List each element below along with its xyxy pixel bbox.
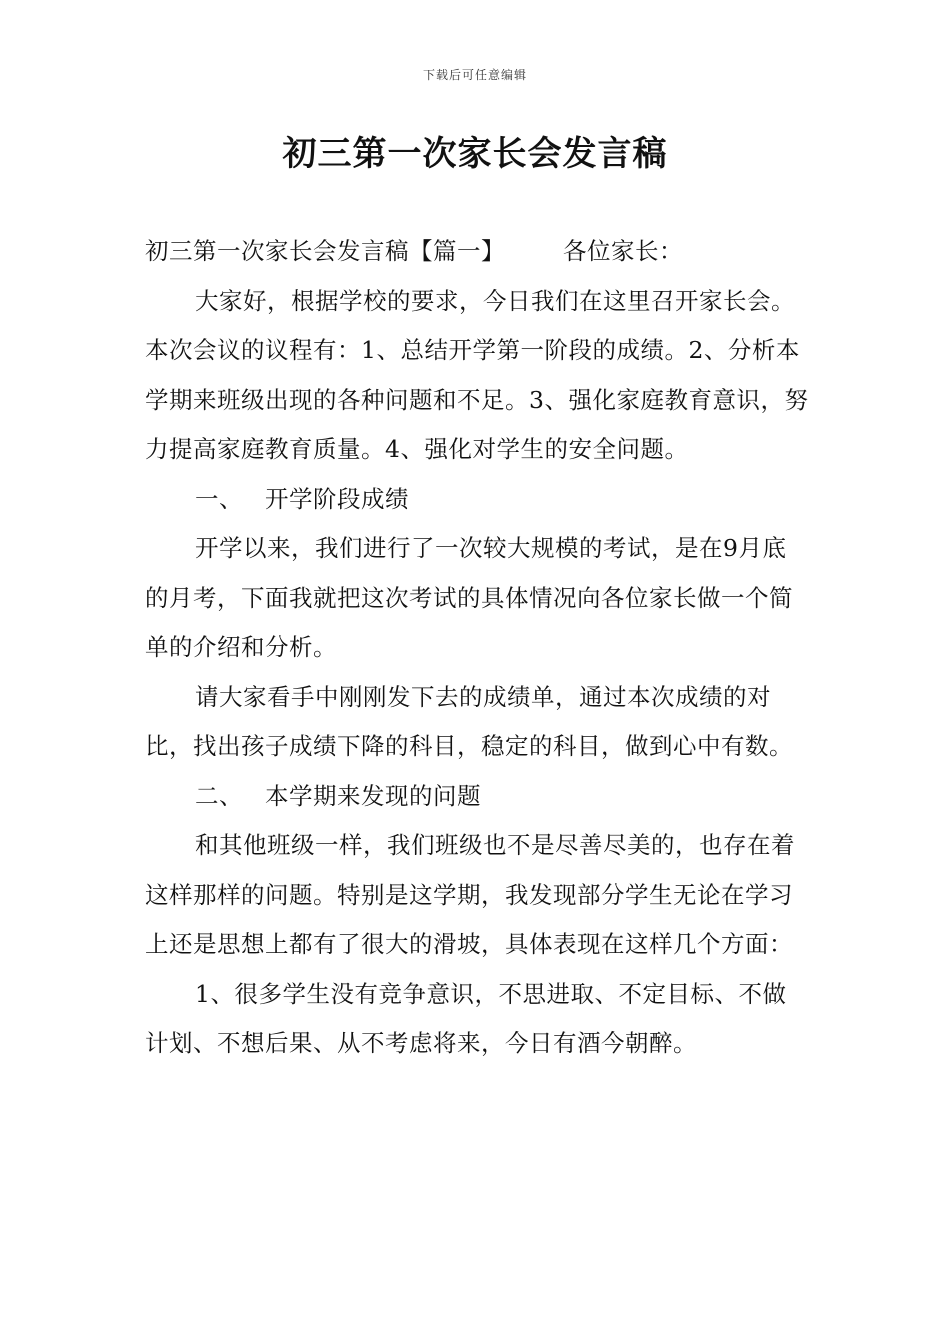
part-label: 初三第一次家长会发言稿【篇一】 <box>145 237 505 265</box>
paragraph-exam-intro: 开学以来，我们进行了一次较大规模的考试，是在9月底的月考，下面我就把这次考试的具体情况向各位家长做一个简单的介绍和分析。 <box>145 534 793 661</box>
paragraph-problems: 和其他班级一样，我们班级也不是尽善尽美的，也存在着这样那样的问题。特别是这学期，我发现部分学生无论在学习上还是思想上都有了很大的滑坡，具体表现在这样几个方面： <box>145 831 795 958</box>
section-number: 二、 <box>195 781 243 810</box>
paragraph-report-card: 请大家看手中刚刚发下去的成绩单，通过本次成绩的对比，找出孩子成绩下降的科目，稳定的科目，做到心中有数。 <box>145 682 793 760</box>
paragraph-agenda: 大家好，根据学校的要求，今日我们在这里召开家长会。本次会议的议程有：1、总结开学第一阶段的成绩。2、分析本学期来班级出现的各种问题和不足。3、强化家庭教育意识，努力提高家庭教育质量。4、强化对学生的安全问题。 <box>145 286 809 463</box>
section-heading-1 <box>145 475 810 525</box>
paragraph-point-1: 1、很多学生没有竞争意识，不思进取、不定目标、不做计划、不想后果、从不考虑将来，今日有酒今朝醉。 <box>145 979 787 1057</box>
header-note: 下载后可任意编辑 <box>422 68 527 82</box>
section-number: 一、 <box>195 484 243 513</box>
document-title: 初三第一次家长会发言稿 <box>282 134 668 174</box>
section-title: 本学期来发现的问题 <box>265 781 481 810</box>
section-title: 开学阶段成绩 <box>265 484 409 513</box>
document-body <box>145 227 810 1069</box>
intro-line <box>145 227 810 277</box>
greeting: 各位家长： <box>563 237 683 265</box>
section-heading-2 <box>145 772 810 822</box>
